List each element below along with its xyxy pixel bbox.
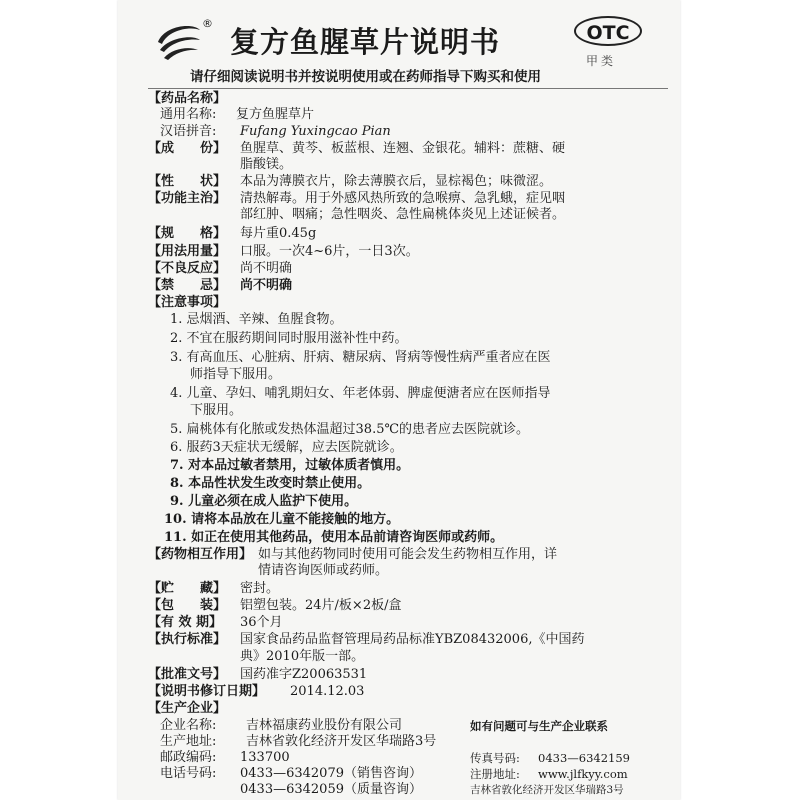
indications-line1: 清热解毒。用于外感风热所致的急喉痹、急乳蛾，症见咽 [240,191,566,206]
standard-label: 【执行标准】 [148,632,227,647]
company-name-label: 企业名称: [160,718,217,733]
precaution-item: 9. 儿童必须在成人监护下使用。 [170,494,358,509]
package-label: 【包 装】 [148,598,227,613]
spec-label: 【规 格】 [148,226,227,241]
company-name-value: 吉林福康药业股份有限公司 [246,718,403,733]
registered-address-value: 吉林省敦化经济开发区华瑞路3号 [470,784,624,796]
contact-note: 如有问题可与生产企业联系 [470,719,608,733]
precaution-item: 6. 服药3天症状无缓解，应去医院就诊。 [170,440,403,455]
precautions-heading: 【注意事项】 [148,295,227,310]
website-value[interactable]: www.jlfkyy.com [538,767,628,781]
manufacturer-heading: 【生产企业】 [148,701,227,716]
precaution-item: 4. 儿童、孕妇、哺乳期妇女、年老体弱、脾虚便溏者应在医师指导 [170,386,551,401]
standard-line1: 国家食品药品监督管理局药品标准YBZ08432006,《中国药 [240,632,585,647]
spec-text: 每片重0.45g [240,226,317,241]
approval-label: 【批准文号】 [148,667,227,682]
precaution-item: 3. 有高血压、心脏病、肝病、糖尿病、肾病等慢性病严重者应在医 [170,350,551,365]
package-text: 铝塑包装。24片/板×2板/盒 [240,598,402,613]
adverse-text: 尚不明确 [240,261,293,276]
validity-label: 【有 效 期】 [148,615,223,630]
precaution-item: 1. 忌烟酒、辛辣、鱼腥食物。 [170,312,343,327]
composition-line2: 脂酸镁。 [240,157,293,172]
interactions-line1: 如与其他药物同时使用可能会发生药物相互作用，详 [258,547,558,562]
precaution-item: 11. 如正在使用其他药品，使用本品前请咨询医师或药师。 [164,530,504,545]
phone-sales: 0433—6342079（销售咨询） [240,766,422,781]
precaution-item: 10. 请将本品放在儿童不能接触的地方。 [164,512,400,527]
contra-label: 【禁 忌】 [148,278,227,293]
usage-notice: 请仔细阅读说明书并按说明使用或在药师指导下购买和使用 [190,69,541,85]
indications-line2: 部红肿、咽痛；急性咽炎、急性扁桃体炎见上述证候者。 [240,207,566,222]
composition-line1: 鱼腥草、黄芩、板蓝根、连翘、金银花。辅料：蔗糖、硬 [240,141,566,156]
precaution-item: 5. 扁桃体有化脓或发热体温超过38.5℃的患者应去医院就诊。 [170,422,530,437]
zip-value: 133700 [240,750,290,765]
pinyin-value: Fufang Yuxingcao Pian [240,124,391,139]
indications-label: 【功能主治】 [148,191,227,206]
contra-text: 尚不明确 [240,278,293,293]
phone-quality: 0433—6342059（质量咨询） [240,782,422,797]
registered-mark: ® [202,17,213,30]
properties-text: 本品为薄膜衣片，除去薄膜衣后，显棕褐色；味微涩。 [240,174,553,189]
otc-class: 甲类 [586,54,617,68]
approval-text: 国药准字Z20063531 [240,667,368,682]
revision-text: 2014.12.03 [290,684,365,699]
zip-label: 邮政编码: [160,750,217,765]
standard-line2: 典》2010年版一部。 [240,649,365,664]
fax-label: 传真号码: [470,751,520,765]
interactions-line2: 情请咨询医师或药师。 [258,563,389,578]
fax-value: 0433—6342159 [538,751,630,765]
properties-label: 【性 状】 [148,174,227,189]
production-address-label: 生产地址: [160,734,217,749]
pinyin-label: 汉语拼音: [160,124,217,139]
interactions-label: 【药物相互作用】 [148,547,253,562]
composition-label: 【成 份】 [148,141,227,156]
validity-text: 36个月 [240,615,283,630]
adverse-label: 【不良反应】 [148,261,227,276]
header-divider [148,88,668,89]
drug-name-heading: 【药品名称】 [148,91,227,106]
registered-address-label: 注册地址: [470,767,520,781]
precaution-item: 2. 不宜在服药期间同时服用滋补性中药。 [170,331,408,346]
precaution-item-cont: 师指导下服用。 [190,367,282,382]
precaution-item: 7. 对本品过敏者禁用，过敏体质者慎用。 [170,458,410,473]
dosage-text: 口服。一次4~6片，一日3次。 [240,244,419,259]
storage-text: 密封。 [240,581,280,596]
common-name-label: 通用名称: [160,107,217,122]
production-address-value: 吉林省敦化经济开发区华瑞路3号 [246,734,437,749]
dosage-label: 【用法用量】 [148,244,227,259]
company-logo-icon [154,20,204,62]
precaution-item-cont: 下服用。 [190,403,243,418]
revision-label: 【说明书修订日期】 [148,684,266,699]
precaution-item: 8. 本品性状发生改变时禁止使用。 [170,476,371,491]
otc-badge: OTC [574,16,642,46]
storage-label: 【贮 藏】 [148,581,227,596]
phone-label: 电话号码: [160,766,217,781]
document-title: 复方鱼腥草片说明书 [230,25,501,59]
common-name-value: 复方鱼腥草片 [236,107,315,122]
